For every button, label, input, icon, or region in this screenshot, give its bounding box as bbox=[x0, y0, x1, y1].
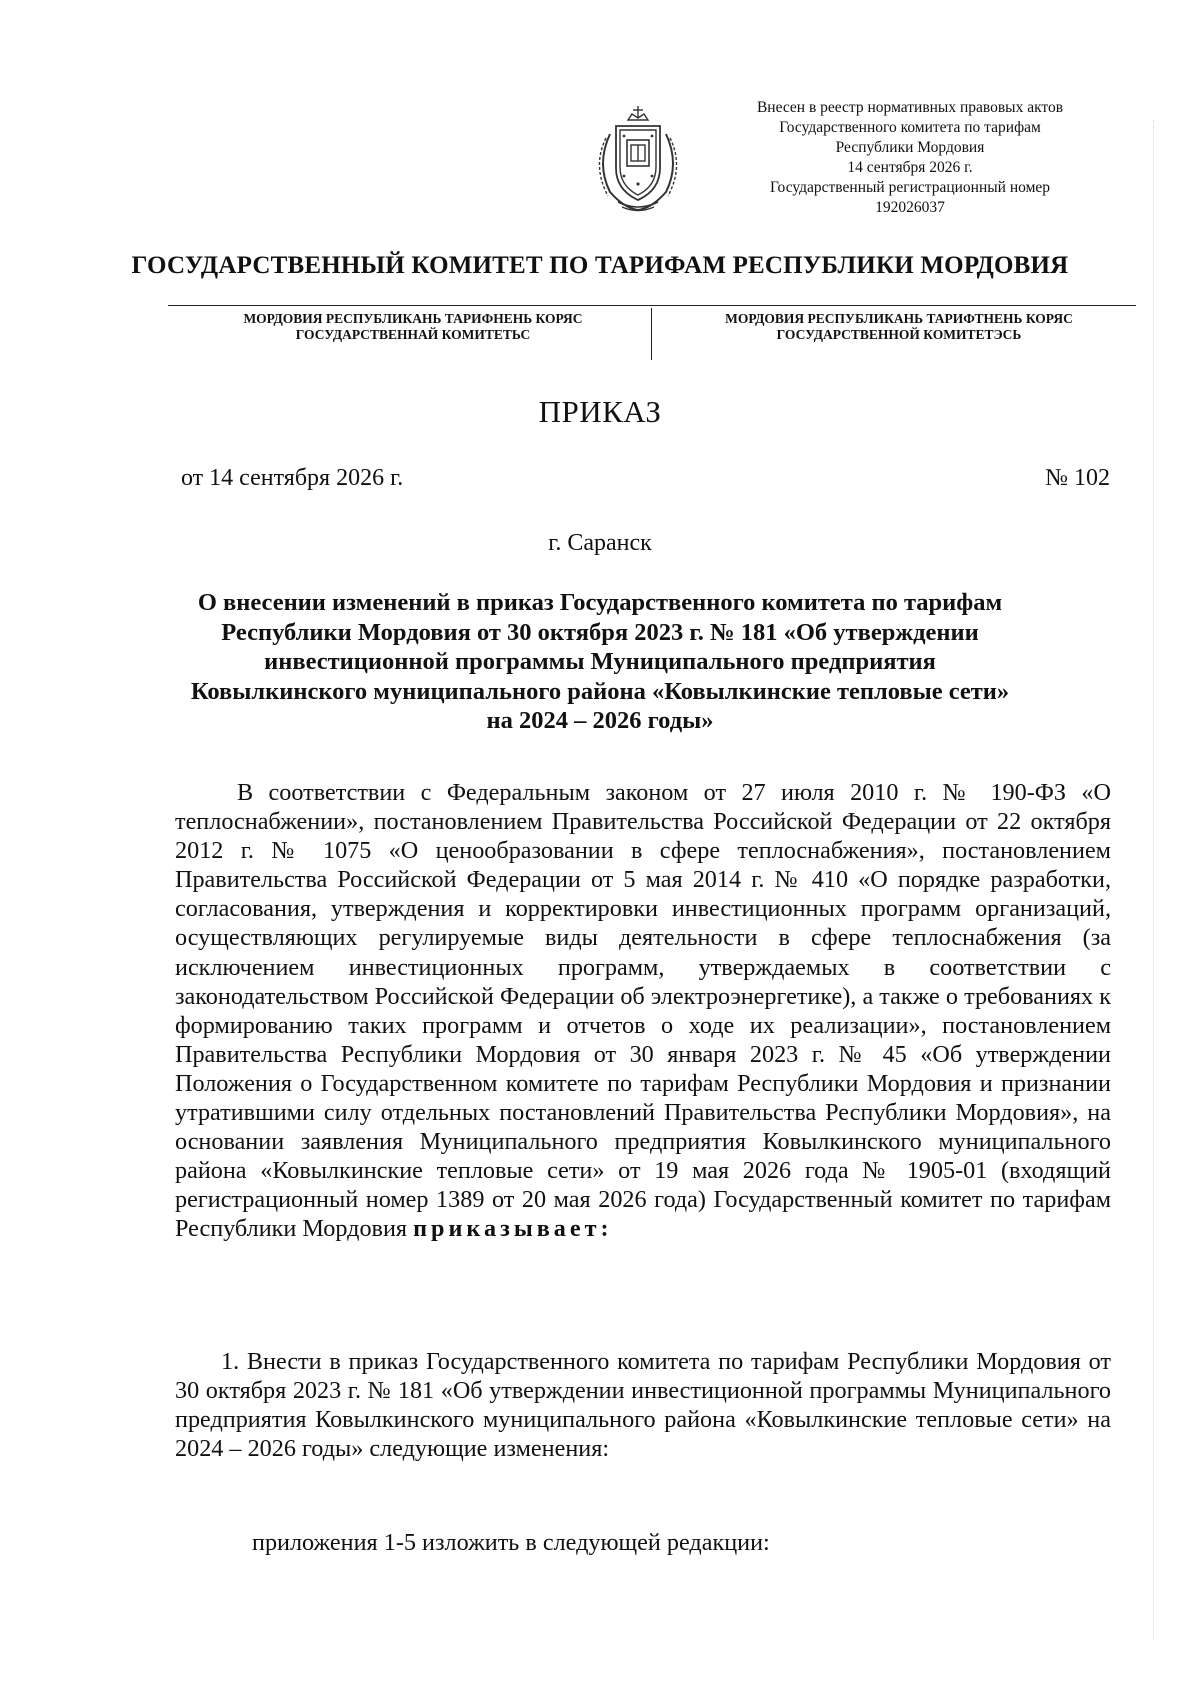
header-vertical-divider bbox=[651, 308, 652, 360]
heading-line: Республики Мордовия от 30 октября 2023 г. № 181 «Об утверждении bbox=[221, 618, 979, 646]
coat-of-arms-emblem bbox=[588, 104, 688, 216]
committee-name-line: МОРДОВИЯ РЕСПУБЛИКАНЬ ТАРИФНЕНЬ КОРЯС bbox=[243, 311, 583, 326]
registry-date: 14 сентября 2026 г. bbox=[847, 159, 973, 176]
scan-artifact-line bbox=[1153, 120, 1154, 1640]
header-divider bbox=[168, 305, 1136, 306]
preamble-text: В соответствии с Федеральным законом от 27 июля 2010 г. № 190-ФЗ «О теплоснабжении», постановлением Правительства Российской Федерации от 22 октября 2012 г. № 1075 «О ценообразовании в сфере теплоснабжения», постановлением Правительства Российской Федерации от 5 мая 2014 г. № 410 «О порядке разработки, согласования, утверждения и корректировки инвестиционных программ организаций, осуществляющих регулируемые виды деятельности в сфере теплоснабжения (за исключением инвестиционных программ, утверждаемых в соответствии с законодательством Российской Федерации об электроэнергетике), а также о требованиях к формированию таких программ и отчетов о ходе их реализации», постановлением Правительства Республики Мордовия от 30 января 2023 г. № 45 «Об утверждении Положения о Государственном комитете по тарифам Республики Мордовия и признании утратившими силу отдельных постановлений Правительства Республики Мордовия», на основании заявления Муниципального предприятия Ковылкинского муниципального района «Ковылкинские тепловые сети» от 19 мая 2026 года № 1905-01 (входящий регистрационный номер 1389 от 20 мая 2026 года) Государственный комитет по тарифам Республики Мордовия bbox=[175, 779, 1111, 1243]
document-date: от 14 сентября 2026 г. bbox=[181, 465, 404, 491]
committee-name-erzya bbox=[668, 311, 1130, 343]
registry-line: Внесен в реестр нормативных правовых актов bbox=[756, 99, 1064, 116]
preamble-paragraph bbox=[175, 778, 1111, 1244]
heading-line: Ковылкинского муниципального района «Ковылкинские тепловые сети» bbox=[190, 677, 1010, 705]
document-type: ПРИКАЗ bbox=[538, 394, 662, 429]
registry-stamp bbox=[705, 98, 1115, 218]
heading-line: инвестиционной программы Муниципального предприятия bbox=[264, 648, 936, 675]
registry-line: Государственный регистрационный номер bbox=[769, 179, 1051, 196]
item-1-paragraph: 1. Внести в приказ Государственного комитета по тарифам Республики Мордовия от 30 октября 2023 г. № 181 «Об утверждении инвестиционной программы Муниципального предприятия Ковылкинского муниципального района «Ковылкинские тепловые сети» на 2024 – 2026 годы» следующие изменения: bbox=[175, 1348, 1111, 1463]
document-city: г. Саранск bbox=[548, 530, 652, 556]
document-heading bbox=[140, 588, 1060, 736]
document-number: № 102 bbox=[1045, 465, 1110, 491]
committee-name-line: ГОСУДАРСТВЕННАЙ КОМИТЕТЬС bbox=[295, 327, 531, 342]
committee-name-moksha bbox=[188, 311, 638, 343]
registry-number: 192026037 bbox=[875, 199, 945, 216]
registry-line: Государственного комитета по тарифам bbox=[779, 119, 1041, 136]
committee-name-line: МОРДОВИЯ РЕСПУБЛИКАНЬ ТАРИФТНЕНЬ КОРЯС bbox=[725, 311, 1073, 326]
committee-name-line: ГОСУДАРСТВЕННОЙ КОМИТЕТЭСЬ bbox=[776, 327, 1022, 342]
orders-word: приказывает: bbox=[413, 1215, 613, 1243]
annex-paragraph: приложения 1-5 изложить в следующей редакции: bbox=[252, 1529, 770, 1556]
registry-line: Республики Мордовия bbox=[835, 139, 985, 156]
committee-title: ГОСУДАРСТВЕННЫЙ КОМИТЕТ ПО ТАРИФАМ РЕСПУБЛИКИ МОРДОВИЯ bbox=[131, 252, 1069, 279]
heading-line: на 2024 – 2026 годы» bbox=[486, 707, 714, 734]
heading-line: О внесении изменений в приказ Государственного комитета по тарифам bbox=[197, 589, 1003, 616]
